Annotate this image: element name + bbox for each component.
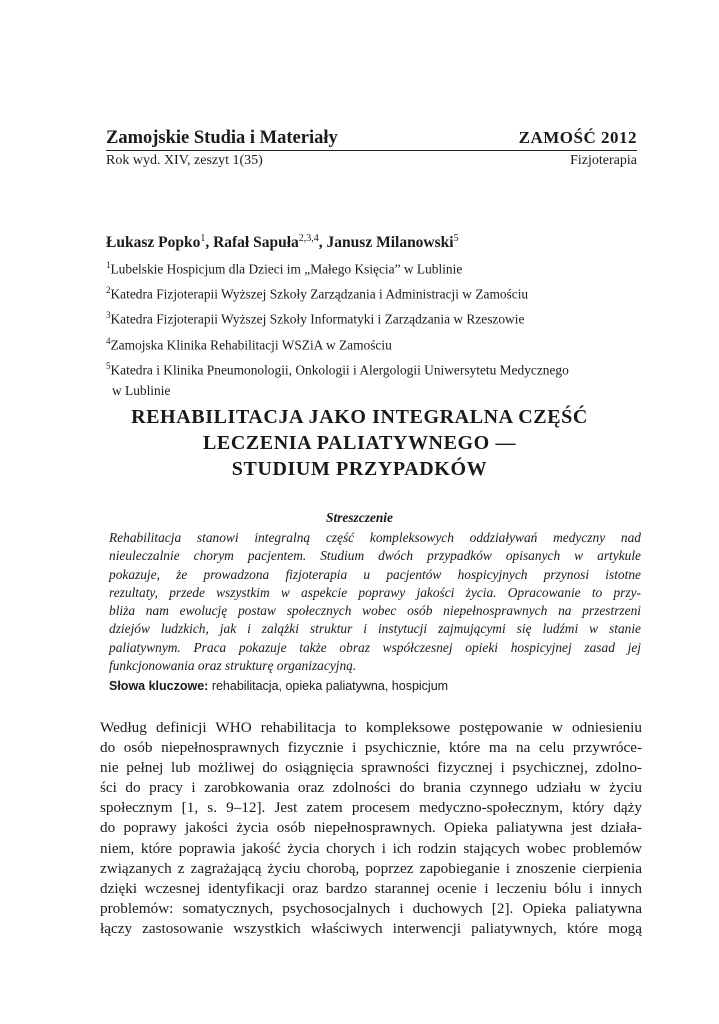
affiliation bbox=[106, 255, 646, 280]
author-separator: , bbox=[205, 234, 214, 252]
body-line: społecznym [1, s. 9–12]. Jest zatem procesem medyczno-społecznym, który dąży bbox=[100, 799, 642, 817]
abstract-line: Rehabilitacja stanowi integralną część kompleksowych oddziaływań medyczny nad bbox=[109, 530, 641, 545]
author-affiliation-marker: 2,3,4 bbox=[298, 233, 319, 244]
affiliation-text: Zamojska Klinika Rehabilitacji WSZiA w Zamościu bbox=[110, 336, 392, 352]
keywords-text: rehabilitacja, opieka paliatywna, hospicjum bbox=[208, 679, 449, 693]
affiliation-text: Katedra Fizjoterapii Wyższej Szkoły Informatyki i Zarządzania w Rzeszowie bbox=[110, 311, 525, 327]
keywords-label: Słowa kluczowe: bbox=[109, 679, 209, 693]
affiliation-marker: 1 bbox=[106, 260, 111, 270]
affiliation-text: Lubelskie Hospicjum dla Dzieci im „Małego Księcia” w Lublinie bbox=[110, 261, 463, 277]
abstract-line: pokazuje, że prowadzona fizjoterapia u pacjentów hospicyjnych przynosi istotne bbox=[109, 566, 641, 582]
body-line: łączy zastosowanie wszystkich właściwych interwencji paliatywnych, które mogą bbox=[100, 919, 642, 937]
title-line: STUDIUM PRZYPADKÓW bbox=[231, 458, 488, 480]
affiliation bbox=[106, 305, 646, 330]
title-line: REHABILITACJA JAKO INTEGRALNA CZĘŚĆ bbox=[131, 406, 588, 428]
body-line: do osób niepełnosprawnych fizycznie i psychicznie, które ma na celu przywróce- bbox=[100, 739, 642, 757]
author-affiliation-marker: 1 bbox=[200, 233, 206, 244]
body-line: problemów: somatycznych, psychosocjalnych i duchowych [2]. Opieka paliatywna bbox=[100, 899, 642, 917]
abstract-heading: Streszczenie bbox=[326, 510, 393, 525]
body-line: związanych z zagrażającą życiu chorobą, poprzez zapobieganie i znoszenie cierpienia bbox=[100, 859, 642, 877]
title-line: LECZENIA PALIATYWNEGO — bbox=[202, 432, 517, 454]
abstract-line: dziejów ludzkich, jak i zalążki struktur i instytucji zajmującymi się ludźmi w stanie bbox=[109, 621, 641, 637]
author-list bbox=[106, 233, 459, 252]
abstract-line: paliatywnym. Praca pokazuje także obraz współczesnej opieki hospicyjnej zasad jej bbox=[109, 639, 641, 655]
author-separator: , bbox=[318, 234, 327, 252]
abstract-line: bliża nam ewolucję postaw społecznych wobec osób niepełnosprawnych na przestrzeni bbox=[109, 603, 641, 619]
body-line: do poprawy jakości życia osób niepełnosprawnych. Opieka paliatywna jest działa- bbox=[100, 819, 642, 837]
body-line: Według definicji WHO rehabilitacja to kompleksowe postępowanie w odniesieniu bbox=[100, 719, 642, 736]
header-rule bbox=[106, 150, 637, 151]
running-subheader bbox=[106, 153, 637, 169]
abstract-line: nieuleczalnie chorym pacjentem. Studium dwóch przypadków opisanych w artykule bbox=[109, 548, 641, 564]
affiliation-text: Katedra Fizjoterapii Wyższej Szkoły Zarządzania i Administracji w Zamościu bbox=[110, 286, 529, 302]
author-name: Łukasz Popko bbox=[106, 234, 201, 252]
affiliation-marker: 4 bbox=[106, 335, 111, 346]
affiliation-list bbox=[106, 255, 646, 402]
affiliation-marker: 2 bbox=[106, 285, 111, 296]
affiliation bbox=[106, 331, 646, 356]
affiliation-text: Katedra i Klinika Pneumonologii, Onkologii i Alergologii Uniwersytetu Medycznego bbox=[110, 362, 569, 378]
affiliation bbox=[106, 356, 646, 402]
affiliation bbox=[106, 280, 646, 305]
body-line: ści do pracy i zarobkowania oraz zdolności do brania czynnego udziału w życiu bbox=[100, 779, 642, 797]
body-line: nie pełnej lub możliwej do osiągnięcia sprawności fizycznej i psychicznej, zdolno- bbox=[100, 759, 642, 777]
body-line: niem, które poprawia jakość życia chorych i ich rodzin stających wobec problemów bbox=[100, 839, 642, 857]
section-name: Fizjoterapia bbox=[570, 153, 637, 168]
author-name: Janusz Milanowski bbox=[326, 234, 454, 252]
affiliation-text-continued: w Lublinie bbox=[112, 382, 171, 398]
place-year: ZAMOŚĆ 2012 bbox=[518, 128, 637, 147]
paper-title bbox=[60, 404, 659, 482]
keywords bbox=[109, 679, 448, 693]
running-header bbox=[106, 128, 637, 149]
volume-info: Rok wyd. XIV, zeszyt 1(35) bbox=[106, 153, 263, 168]
body-text bbox=[100, 718, 642, 939]
author-affiliation-marker: 5 bbox=[453, 233, 459, 244]
journal-title: Zamojskie Studia i Materiały bbox=[106, 128, 338, 148]
author-name: Rafał Sapuła bbox=[213, 234, 299, 252]
affiliation-marker: 5 bbox=[106, 360, 111, 371]
affiliation-marker: 3 bbox=[106, 310, 111, 321]
abstract-text bbox=[109, 529, 641, 675]
abstract-line: funkcjonowania oraz strukturę organizacyjną. bbox=[109, 658, 357, 674]
abstract-line: rezultaty, przede wszystkim w aspekcie poprawy jakości życia. Opracowanie to przy- bbox=[109, 584, 641, 600]
body-line: dzięki wczesnej identyfikacji oraz bardzo starannej ocenie i leczeniu bólu i innych bbox=[100, 879, 642, 897]
